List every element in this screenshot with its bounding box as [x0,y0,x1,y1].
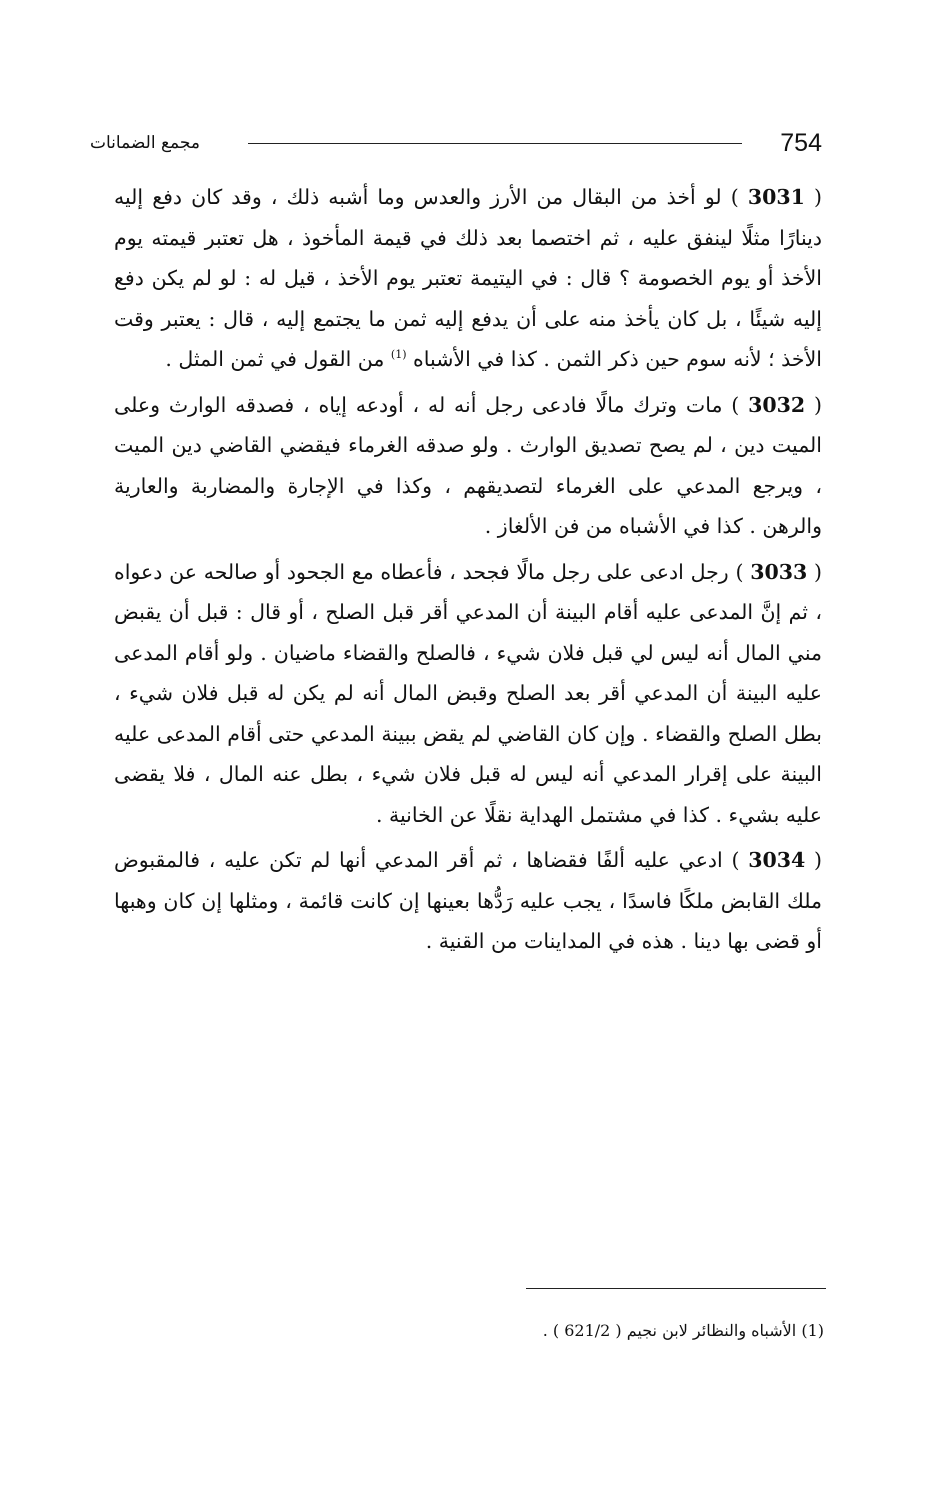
paragraph-text-tail: من القول في ثمن المثل . [165,347,391,371]
paragraph-3034 [114,840,822,962]
paragraph-3033 [114,552,822,836]
book-title: مجمع الضمانات [90,133,200,153]
paragraph-open-paren: ( [804,185,822,209]
main-text [114,177,822,967]
paragraph-text: ) رجل ادعى على رجل مالًا فجحد ، فأعطاه مع الجحود أو صالحه عن دعواه ، ثم إنَّ المدعى عليه أقام البينة أن المدعي أقر قبل الصلح ، أو قال : قبل أن يقبض مني المال أنه ليس لي قبل فلان شيء ، فالصلح والقضاء ماضيان . ولو أقام المدعى عليه البينة أن المدعي أقر بعد الصلح وقبض المال أنه لم يكن له قبل فلان شيء ، بطل الصلح والقضاء . وإن كان القاضي لم يقض ببينة المدعي حتى أقام المدعى عليه البينة على إقرار المدعي أنه ليس له قبل فلان شيء ، بطل عنه المال ، فلا يقضى عليه بشيء . كذا في مشتمل الهداية نقلًا عن الخانية . [114,559,822,827]
paragraph-number: 3033 [750,559,808,584]
header-rule [248,143,742,144]
paragraph-open-paren: ( [805,848,822,872]
paragraph-number: 3034 [748,848,806,872]
paragraph-open-paren: ( [805,392,822,417]
page-number: 754 [780,129,822,157]
footnote-reference: (1) [390,348,407,362]
paragraph-3032 [114,385,822,547]
paragraph-text: ) مات وترك مالًا فادعى رجل أنه له ، أودعه إياه ، فصدقه الوارث وعلى الميت دين ، لم يصح تصديق الوارث . ولو صدقه الغرماء فيقضي القاضي دين الميت ، ويرجع المدعي على الغرماء لتصديقهم ، وكذا في الإجارة والمضاربة والعارية والرهن . كذا في الأشباه من فن الألغاز . [114,392,822,538]
footnote: (1) الأشباه والنظائر لابن نجيم ( 621/2 ) . [542,1321,824,1340]
running-header [90,128,822,160]
paragraph-3031 [114,177,822,380]
footnote-divider [526,1288,826,1289]
paragraph-text: ) ادعي عليه ألفًا فقضاها ، ثم أقر المدعي أنها لم تكن عليه ، فالمقبوض ملك القابض ملكًا فاسدًا ، يجب عليه رَدُّها بعينها إن كانت قائمة ، ومثلها إن كان وهبها أو قضى بها دينا . هذه في المداينات من القنية . [114,848,822,953]
paragraph-number: 3032 [748,392,806,417]
paragraph-text: ) لو أخذ من البقال من الأرز والعدس وما أشبه ذلك ، وقد كان دفع إليه دينارًا مثلًا لينفق عليه ، ثم اختصما بعد ذلك في قيمة المأخوذ ، هل تعتبر قيمته يوم الأخذ أو يوم الخصومة ؟ قال : في اليتيمة تعتبر يوم الأخذ ، قيل له : لو لم يكن دفع إليه شيئًا ، بل كان يأخذ منه على أن يدفع إليه ثمن ما يجتمع إليه ، قال : يعتبر وقت الأخذ ؛ لأنه سوم حين ذكر الثمن . كذا في الأشباه [114,185,822,371]
paragraph-open-paren: ( [807,559,822,584]
paragraph-number: 3031 [747,185,805,209]
